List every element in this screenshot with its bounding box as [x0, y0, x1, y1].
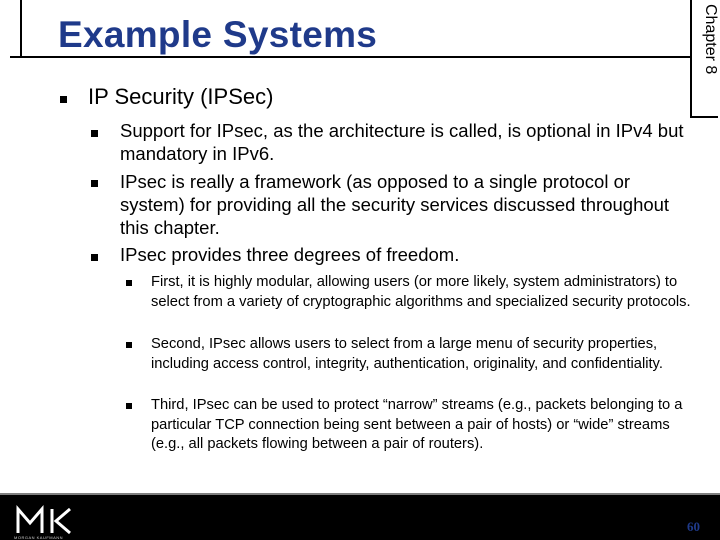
level3-item: First, it is highly modular, allowing users (or more likely, system administrators) to select from a variety of cryptographic algorithms and specialized security protocols.: [151, 274, 691, 310]
footer-bar: [0, 493, 720, 540]
bullet-icon: [126, 280, 132, 286]
level1-item: IP Security (IPSec): [88, 84, 274, 109]
level3-item: Second, IPsec allows users to select from a large menu of security properties, including access control, integrity, authentication, originality, and confidentiality.: [151, 336, 663, 372]
slide-title: Example Systems: [58, 14, 378, 55]
bullet-icon: [91, 130, 98, 137]
level3-item: Third, IPsec can be used to protect “narrow” streams (e.g., packets belonging to a particular TCP connection being sent between a pair of hosts) or “wide” streams (e.g., all packets flowing between a pair of routers).: [151, 397, 683, 452]
bullet-icon: [126, 403, 132, 409]
bullet-icon: [60, 96, 67, 103]
title-vertical-rule: [20, 0, 22, 58]
bullet-icon: [91, 254, 98, 261]
chapter-tab-label: Chapter 8: [702, 4, 719, 75]
publisher-logo-subtext: MORGAN KAUFMANN: [14, 535, 64, 540]
level2-item: Support for IPsec, as the architecture is called, is optional in IPv4 but mandatory in IPv6.: [120, 120, 684, 164]
level2-item: IPsec provides three degrees of freedom.: [120, 244, 460, 265]
bullet-icon: [91, 180, 98, 187]
page-number: 60: [687, 519, 700, 534]
title-horizontal-rule: [10, 56, 690, 58]
publisher-logo-icon: [14, 503, 76, 537]
bullet-icon: [126, 342, 132, 348]
level2-item: IPsec is really a framework (as opposed to a single protocol or system) for providing all the security services discussed throughout this chapter.: [120, 171, 670, 238]
